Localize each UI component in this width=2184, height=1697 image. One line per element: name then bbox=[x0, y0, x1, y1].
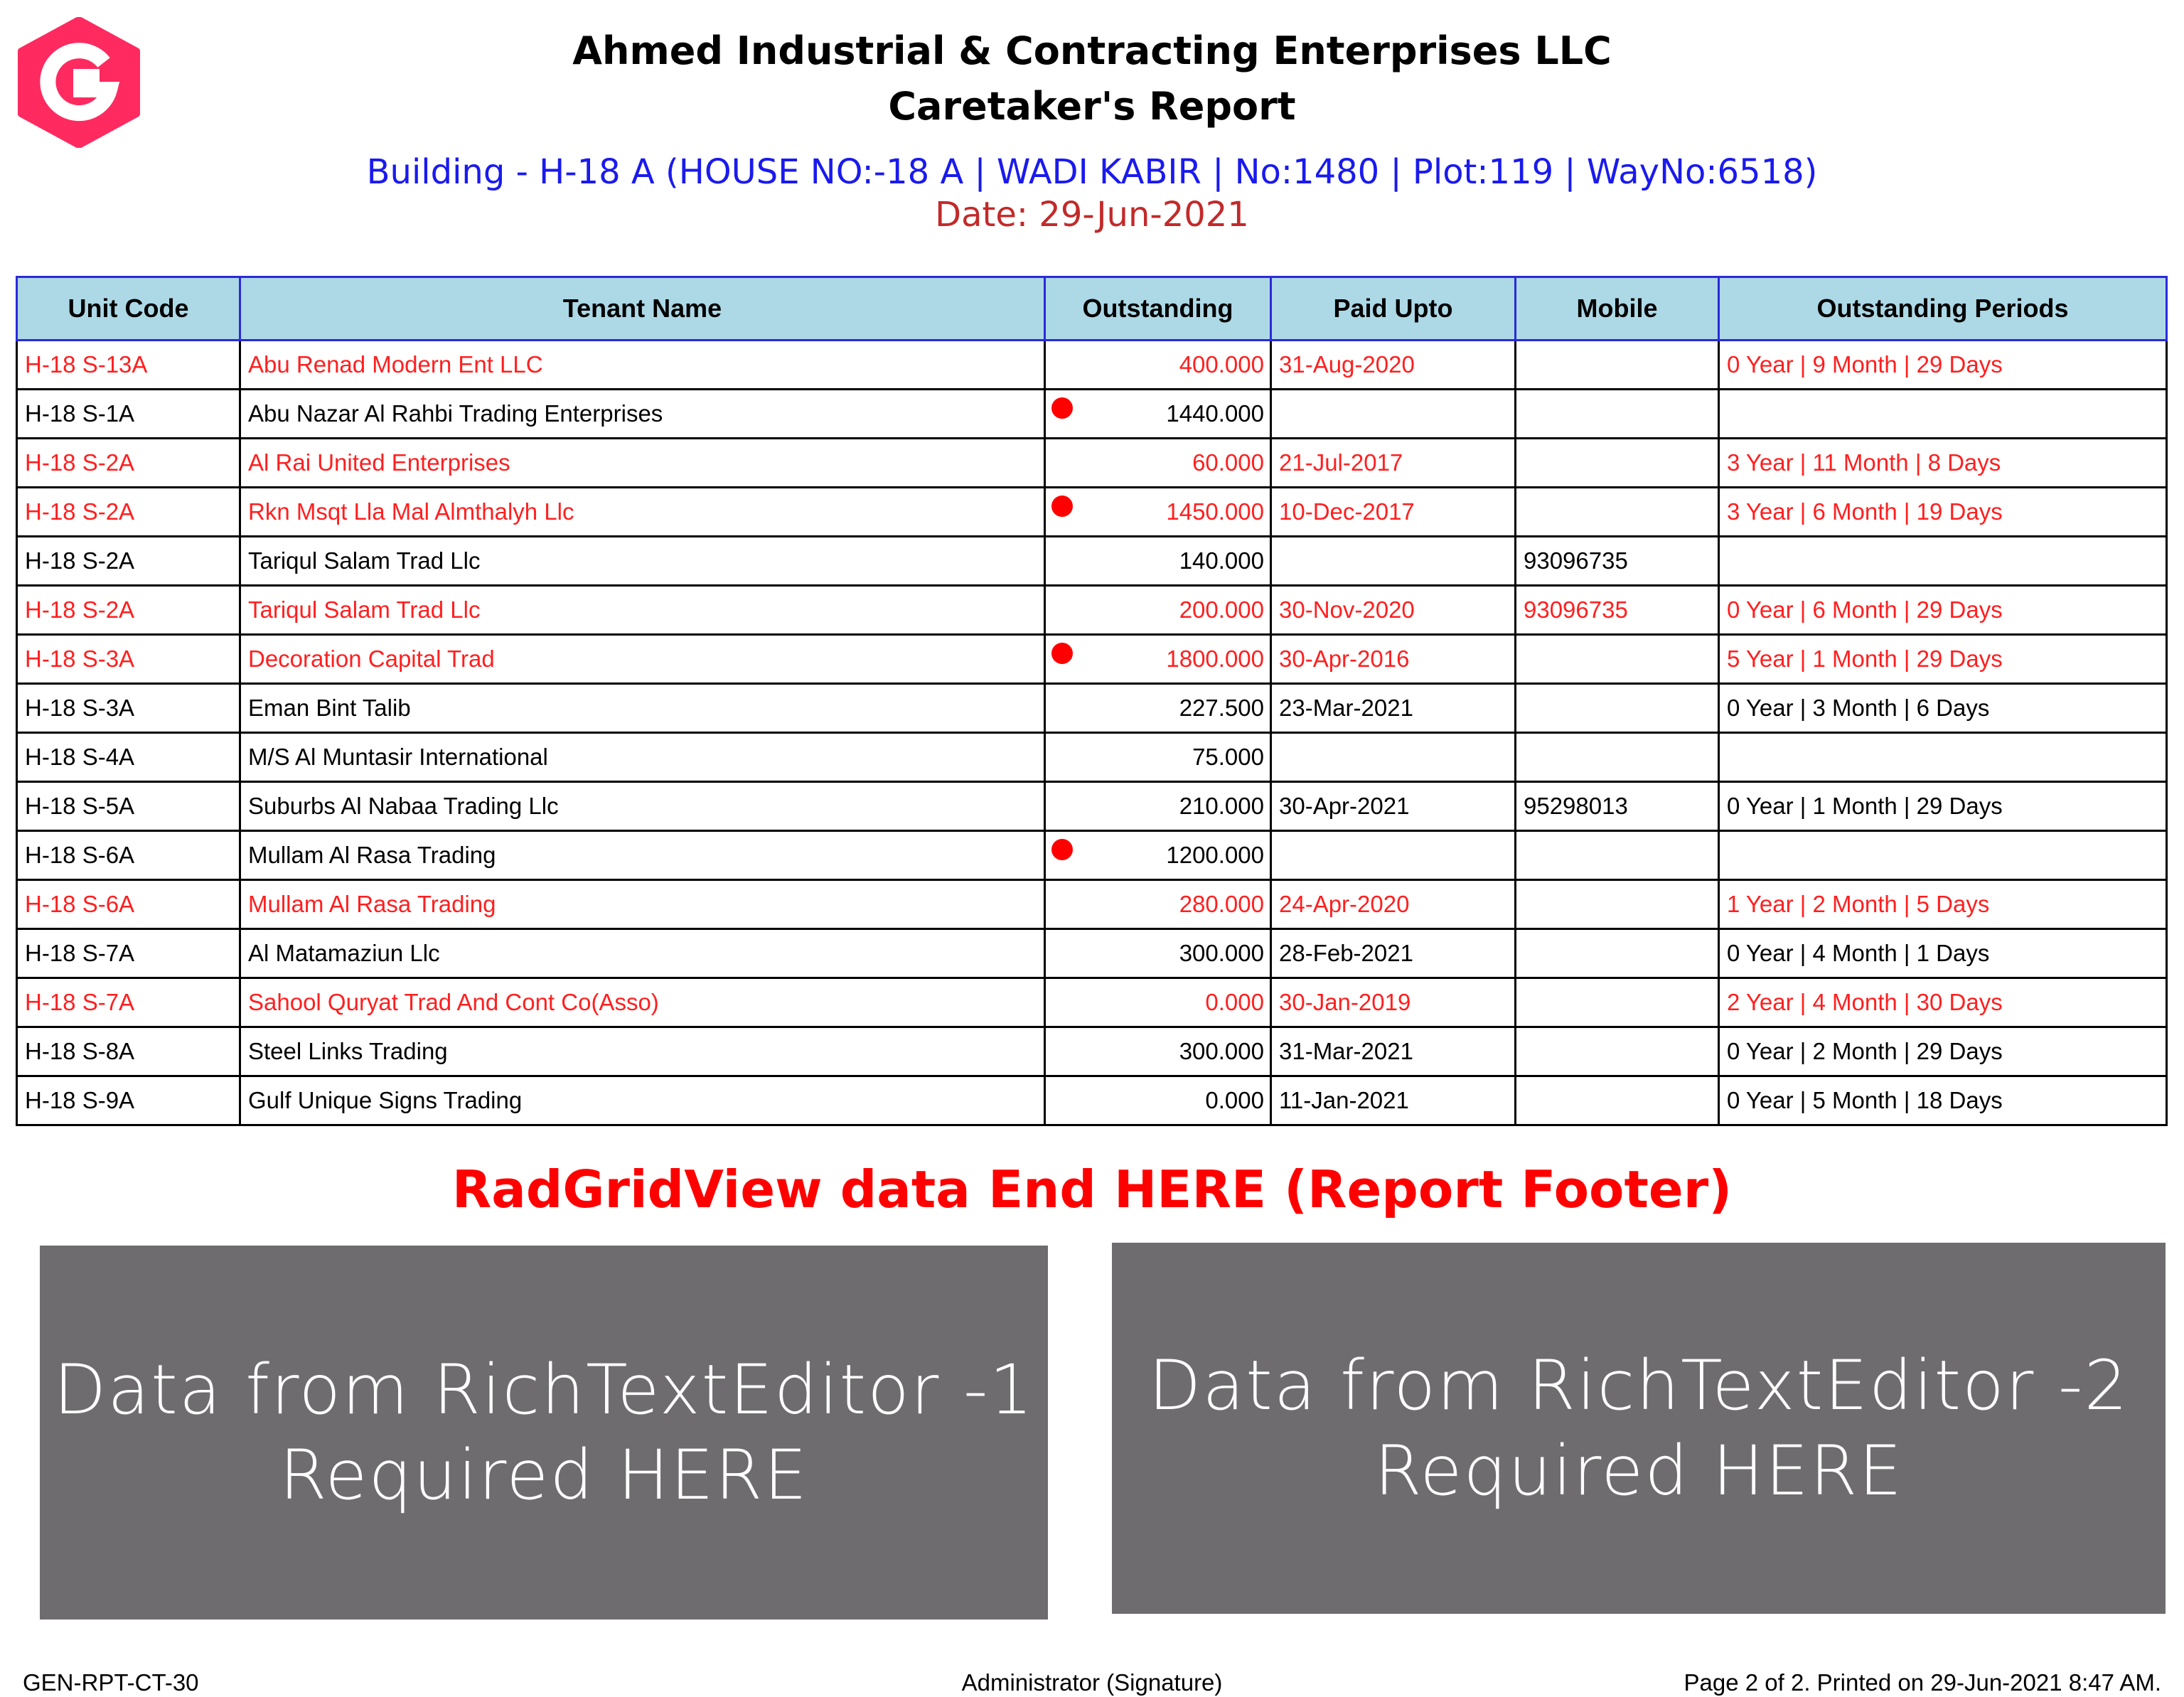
unit-code-cell-text: H-18 S-2A bbox=[25, 498, 135, 525]
unit-code-cell-text: H-18 S-13A bbox=[25, 351, 148, 378]
tenant-name-cell-text: M/S Al Muntasir International bbox=[248, 744, 548, 770]
unit-code-cell-text: H-18 S-9A bbox=[25, 1087, 135, 1113]
outstanding-periods-cell bbox=[1719, 586, 2167, 635]
report-title: Caretaker's Report bbox=[888, 84, 1296, 129]
column-header-tenant-name[interactable]: Tenant Name bbox=[240, 277, 1045, 341]
outstanding-cell-text: 227.500 bbox=[1179, 695, 1264, 721]
rich-text-editor-1-text: Data from RichTextEditor -1 Required HERE bbox=[53, 1350, 1034, 1515]
mobile-cell bbox=[1516, 1076, 1719, 1125]
unit-code-cell bbox=[17, 341, 240, 390]
outstanding-cell bbox=[1045, 929, 1271, 978]
unit-code-cell-text: H-18 S-7A bbox=[25, 989, 135, 1015]
unit-code-cell bbox=[17, 488, 240, 537]
unit-code-cell-text: H-18 S-2A bbox=[25, 596, 135, 623]
paid-upto-cell-text: 24-Apr-2020 bbox=[1279, 891, 1410, 917]
paid-upto-cell-text: 23-Mar-2021 bbox=[1279, 695, 1413, 721]
tenant-grid bbox=[16, 276, 2168, 1126]
outstanding-periods-cell bbox=[1719, 1027, 2167, 1076]
outstanding-cell-text: 1200.000 bbox=[1166, 842, 1264, 868]
tenant-name-cell bbox=[240, 488, 1045, 537]
unit-code-cell-text: H-18 S-1A bbox=[25, 400, 135, 427]
alert-dot-icon bbox=[1051, 496, 1073, 517]
mobile-cell bbox=[1516, 978, 1719, 1027]
paid-upto-cell bbox=[1271, 880, 1516, 929]
table-row[interactable] bbox=[17, 537, 2167, 586]
mobile-cell bbox=[1516, 880, 1719, 929]
outstanding-periods-cell-text: 0 Year | 1 Month | 29 Days bbox=[1727, 793, 2003, 819]
outstanding-cell-text: 210.000 bbox=[1179, 793, 1264, 819]
tenant-name-cell bbox=[240, 390, 1045, 439]
outstanding-periods-cell bbox=[1719, 880, 2167, 929]
unit-code-cell bbox=[17, 439, 240, 488]
outstanding-periods-cell bbox=[1719, 929, 2167, 978]
mobile-cell bbox=[1516, 782, 1719, 831]
paid-upto-cell bbox=[1271, 635, 1516, 684]
outstanding-cell bbox=[1045, 439, 1271, 488]
outstanding-cell bbox=[1045, 390, 1271, 439]
outstanding-cell bbox=[1045, 537, 1271, 586]
outstanding-cell-text: 300.000 bbox=[1179, 940, 1264, 966]
rich-text-editor-2-text: Data from RichTextEditor -2 Required HERE bbox=[1148, 1346, 2129, 1511]
tenant-name-cell bbox=[240, 831, 1045, 880]
rich-text-editor-2-placeholder bbox=[1112, 1243, 2166, 1614]
tenant-name-cell-text: Abu Nazar Al Rahbi Trading Enterprises bbox=[248, 400, 663, 427]
tenant-name-cell bbox=[240, 439, 1045, 488]
table-row[interactable] bbox=[17, 635, 2167, 684]
mobile-cell bbox=[1516, 1027, 1719, 1076]
grid-header-row bbox=[17, 277, 2167, 341]
paid-upto-cell bbox=[1271, 1076, 1516, 1125]
outstanding-cell bbox=[1045, 635, 1271, 684]
outstanding-cell bbox=[1045, 341, 1271, 390]
tenant-name-cell bbox=[240, 1027, 1045, 1076]
outstanding-cell bbox=[1045, 978, 1271, 1027]
tenant-name-cell-text: Mullam Al Rasa Trading bbox=[248, 891, 496, 917]
outstanding-cell bbox=[1045, 733, 1271, 782]
outstanding-periods-cell bbox=[1719, 439, 2167, 488]
unit-code-cell-text: H-18 S-7A bbox=[25, 940, 135, 966]
mobile-cell bbox=[1516, 586, 1719, 635]
tenant-name-cell-text: Al Rai United Enterprises bbox=[248, 449, 510, 476]
tenant-name-cell bbox=[240, 684, 1045, 733]
mobile-cell bbox=[1516, 537, 1719, 586]
paid-upto-cell bbox=[1271, 978, 1516, 1027]
tenant-name-cell-text: Suburbs Al Nabaa Trading Llc bbox=[248, 793, 559, 819]
outstanding-cell-text: 400.000 bbox=[1179, 351, 1264, 378]
paid-upto-cell-text: 21-Jul-2017 bbox=[1279, 449, 1403, 476]
table-row[interactable] bbox=[17, 978, 2167, 1027]
tenant-name-cell bbox=[240, 586, 1045, 635]
tenant-name-cell-text: Al Matamaziun Llc bbox=[248, 940, 440, 966]
mobile-cell bbox=[1516, 684, 1719, 733]
table-row[interactable] bbox=[17, 1076, 2167, 1125]
unit-code-cell bbox=[17, 782, 240, 831]
paid-upto-cell-text: 11-Jan-2021 bbox=[1279, 1087, 1409, 1113]
tenant-name-cell-text: Eman Bint Talib bbox=[248, 695, 411, 721]
mobile-cell bbox=[1516, 929, 1719, 978]
paid-upto-cell-text: 30-Jan-2019 bbox=[1279, 989, 1411, 1015]
company-name: Ahmed Industrial & Contracting Enterprises LLC bbox=[572, 28, 1612, 73]
outstanding-periods-cell bbox=[1719, 978, 2167, 1027]
paid-upto-cell bbox=[1271, 439, 1516, 488]
table-row[interactable] bbox=[17, 341, 2167, 390]
unit-code-cell-text: H-18 S-5A bbox=[25, 793, 135, 819]
outstanding-cell bbox=[1045, 782, 1271, 831]
tenant-name-cell-text: Abu Renad Modern Ent LLC bbox=[248, 351, 543, 378]
tenant-name-cell-text: Gulf Unique Signs Trading bbox=[248, 1087, 523, 1113]
tenant-name-cell bbox=[240, 537, 1045, 586]
outstanding-periods-cell-text: 0 Year | 2 Month | 29 Days bbox=[1727, 1038, 2003, 1064]
outstanding-periods-cell-text: 0 Year | 3 Month | 6 Days bbox=[1727, 695, 1990, 721]
outstanding-periods-cell bbox=[1719, 390, 2167, 439]
table-row[interactable] bbox=[17, 1027, 2167, 1076]
mobile-cell bbox=[1516, 341, 1719, 390]
table-row[interactable] bbox=[17, 929, 2167, 978]
paid-upto-cell bbox=[1271, 586, 1516, 635]
column-header-paid-upto[interactable]: Paid Upto bbox=[1271, 277, 1516, 341]
outstanding-cell bbox=[1045, 1027, 1271, 1076]
outstanding-cell-text: 300.000 bbox=[1179, 1038, 1264, 1064]
outstanding-periods-cell-text: 1 Year | 2 Month | 5 Days bbox=[1727, 891, 1990, 917]
tenant-name-cell bbox=[240, 782, 1045, 831]
table-row[interactable] bbox=[17, 684, 2167, 733]
alert-dot-icon bbox=[1051, 643, 1073, 664]
paid-upto-cell bbox=[1271, 733, 1516, 782]
paid-upto-cell-text: 28-Feb-2021 bbox=[1279, 940, 1413, 966]
outstanding-periods-cell-text: 0 Year | 4 Month | 1 Days bbox=[1727, 940, 1990, 966]
table-row[interactable] bbox=[17, 439, 2167, 488]
tenant-name-cell-text: Tariqul Salam Trad Llc bbox=[248, 547, 481, 574]
unit-code-cell bbox=[17, 831, 240, 880]
tenant-name-cell bbox=[240, 1076, 1045, 1125]
paid-upto-cell bbox=[1271, 782, 1516, 831]
tenant-name-cell-text: Rkn Msqt Lla Mal Almthalyh Llc bbox=[248, 498, 574, 525]
outstanding-periods-cell bbox=[1719, 537, 2167, 586]
paid-upto-cell bbox=[1271, 684, 1516, 733]
paid-upto-cell bbox=[1271, 831, 1516, 880]
column-header-unit-code[interactable]: Unit Code bbox=[17, 277, 240, 341]
alert-dot-icon bbox=[1051, 839, 1073, 860]
outstanding-cell-text: 200.000 bbox=[1179, 596, 1264, 623]
unit-code-cell bbox=[17, 537, 240, 586]
paid-upto-cell-text: 31-Mar-2021 bbox=[1279, 1038, 1413, 1064]
paid-upto-cell bbox=[1271, 341, 1516, 390]
paid-upto-cell bbox=[1271, 1027, 1516, 1076]
unit-code-cell bbox=[17, 978, 240, 1027]
column-header-mobile[interactable]: Mobile bbox=[1516, 277, 1719, 341]
outstanding-cell-text: 0.000 bbox=[1205, 989, 1264, 1015]
outstanding-periods-cell-text: 0 Year | 6 Month | 29 Days bbox=[1727, 596, 2003, 623]
tenant-name-cell bbox=[240, 341, 1045, 390]
outstanding-cell-text: 60.000 bbox=[1192, 449, 1264, 476]
mobile-cell bbox=[1516, 390, 1719, 439]
outstanding-cell-text: 0.000 bbox=[1205, 1087, 1264, 1113]
unit-code-cell bbox=[17, 1027, 240, 1076]
column-header-outstanding[interactable]: Outstanding bbox=[1045, 277, 1271, 341]
mobile-cell bbox=[1516, 488, 1719, 537]
report-footer-title: RadGridView data End HERE (Report Footer) bbox=[451, 1160, 1733, 1219]
unit-code-cell bbox=[17, 1076, 240, 1125]
rich-text-editor-1-placeholder bbox=[40, 1246, 1048, 1620]
outstanding-cell bbox=[1045, 684, 1271, 733]
table-row[interactable] bbox=[17, 831, 2167, 880]
outstanding-periods-cell bbox=[1719, 733, 2167, 782]
outstanding-periods-cell bbox=[1719, 1076, 2167, 1125]
table-row[interactable] bbox=[17, 390, 2167, 439]
outstanding-cell-text: 280.000 bbox=[1179, 891, 1264, 917]
mobile-cell-text: 95298013 bbox=[1524, 793, 1628, 819]
tenant-name-cell bbox=[240, 880, 1045, 929]
tenant-name-cell bbox=[240, 929, 1045, 978]
outstanding-periods-cell bbox=[1719, 684, 2167, 733]
unit-code-cell bbox=[17, 635, 240, 684]
grid-body bbox=[17, 341, 2167, 1125]
outstanding-cell bbox=[1045, 1076, 1271, 1125]
unit-code-cell-text: H-18 S-3A bbox=[25, 646, 135, 672]
outstanding-periods-cell-text: 2 Year | 4 Month | 30 Days bbox=[1727, 989, 2003, 1015]
outstanding-periods-cell-text: 5 Year | 1 Month | 29 Days bbox=[1727, 646, 2003, 672]
outstanding-periods-cell-text: 3 Year | 6 Month | 19 Days bbox=[1727, 498, 2003, 525]
outstanding-cell-text: 1440.000 bbox=[1166, 400, 1264, 427]
outstanding-periods-cell bbox=[1719, 341, 2167, 390]
tenant-name-cell bbox=[240, 635, 1045, 684]
tenant-name-cell-text: Sahool Quryat Trad And Cont Co(Asso) bbox=[248, 989, 659, 1015]
tenant-name-cell bbox=[240, 733, 1045, 782]
unit-code-cell-text: H-18 S-6A bbox=[25, 842, 135, 868]
column-header-outstanding-periods[interactable]: Outstanding Periods bbox=[1719, 277, 2167, 341]
paid-upto-cell-text: 30-Apr-2016 bbox=[1279, 646, 1410, 672]
table-row[interactable] bbox=[17, 782, 2167, 831]
outstanding-periods-cell bbox=[1719, 782, 2167, 831]
unit-code-cell bbox=[17, 684, 240, 733]
tenant-name-cell-text: Mullam Al Rasa Trading bbox=[248, 842, 496, 868]
unit-code-cell-text: H-18 S-4A bbox=[25, 744, 135, 770]
paid-upto-cell bbox=[1271, 390, 1516, 439]
outstanding-cell-text: 1800.000 bbox=[1166, 646, 1264, 672]
report-date: Date: 29-Jun-2021 bbox=[935, 195, 1249, 235]
outstanding-cell bbox=[1045, 880, 1271, 929]
unit-code-cell bbox=[17, 733, 240, 782]
mobile-cell-text: 93096735 bbox=[1524, 547, 1628, 574]
outstanding-cell bbox=[1045, 586, 1271, 635]
mobile-cell bbox=[1516, 831, 1719, 880]
unit-code-cell bbox=[17, 880, 240, 929]
unit-code-cell-text: H-18 S-6A bbox=[25, 891, 135, 917]
paid-upto-cell bbox=[1271, 537, 1516, 586]
outstanding-periods-cell bbox=[1719, 635, 2167, 684]
unit-code-cell-text: H-18 S-8A bbox=[25, 1038, 135, 1064]
outstanding-periods-cell-text: 3 Year | 11 Month | 8 Days bbox=[1727, 449, 2001, 476]
outstanding-cell-text: 1450.000 bbox=[1166, 498, 1264, 525]
unit-code-cell-text: H-18 S-3A bbox=[25, 695, 135, 721]
mobile-cell bbox=[1516, 635, 1719, 684]
paid-upto-cell bbox=[1271, 488, 1516, 537]
outstanding-cell-text: 75.000 bbox=[1192, 744, 1264, 770]
outstanding-periods-cell bbox=[1719, 488, 2167, 537]
paid-upto-cell-text: 30-Nov-2020 bbox=[1279, 596, 1415, 623]
table-row[interactable] bbox=[17, 733, 2167, 782]
paid-upto-cell bbox=[1271, 929, 1516, 978]
mobile-cell-text: 93096735 bbox=[1524, 596, 1628, 623]
outstanding-periods-cell-text: 0 Year | 5 Month | 18 Days bbox=[1727, 1087, 2003, 1113]
table-row[interactable] bbox=[17, 488, 2167, 537]
tenant-name-cell-text: Decoration Capital Trad bbox=[248, 646, 495, 672]
paid-upto-cell-text: 10-Dec-2017 bbox=[1279, 498, 1415, 525]
unit-code-cell-text: H-18 S-2A bbox=[25, 449, 135, 476]
paid-upto-cell-text: 30-Apr-2021 bbox=[1279, 793, 1410, 819]
unit-code-cell-text: H-18 S-2A bbox=[25, 547, 135, 574]
page-info: Page 2 of 2. Printed on 29-Jun-2021 8:47 AM. bbox=[1684, 1669, 2161, 1696]
alert-dot-icon bbox=[1051, 397, 1073, 419]
tenant-name-cell bbox=[240, 978, 1045, 1027]
paid-upto-cell-text: 31-Aug-2020 bbox=[1279, 351, 1415, 378]
mobile-cell bbox=[1516, 439, 1719, 488]
report-code: GEN-RPT-CT-30 bbox=[23, 1669, 199, 1696]
outstanding-cell bbox=[1045, 831, 1271, 880]
unit-code-cell bbox=[17, 586, 240, 635]
unit-code-cell bbox=[17, 929, 240, 978]
mobile-cell bbox=[1516, 733, 1719, 782]
table-row[interactable] bbox=[17, 880, 2167, 929]
outstanding-periods-cell bbox=[1719, 831, 2167, 880]
tenant-name-cell-text: Steel Links Trading bbox=[248, 1038, 448, 1064]
outstanding-periods-cell-text: 0 Year | 9 Month | 29 Days bbox=[1727, 351, 2003, 378]
tenant-name-cell-text: Tariqul Salam Trad Llc bbox=[248, 596, 481, 623]
table-row[interactable] bbox=[17, 586, 2167, 635]
building-info: Building - H-18 A (HOUSE NO:-18 A | WADI KABIR | No:1480 | Plot:119 | WayNo:6518) bbox=[366, 152, 1818, 192]
signature-label: Administrator (Signature) bbox=[961, 1669, 1223, 1696]
unit-code-cell bbox=[17, 390, 240, 439]
outstanding-cell bbox=[1045, 488, 1271, 537]
outstanding-cell-text: 140.000 bbox=[1179, 547, 1264, 574]
